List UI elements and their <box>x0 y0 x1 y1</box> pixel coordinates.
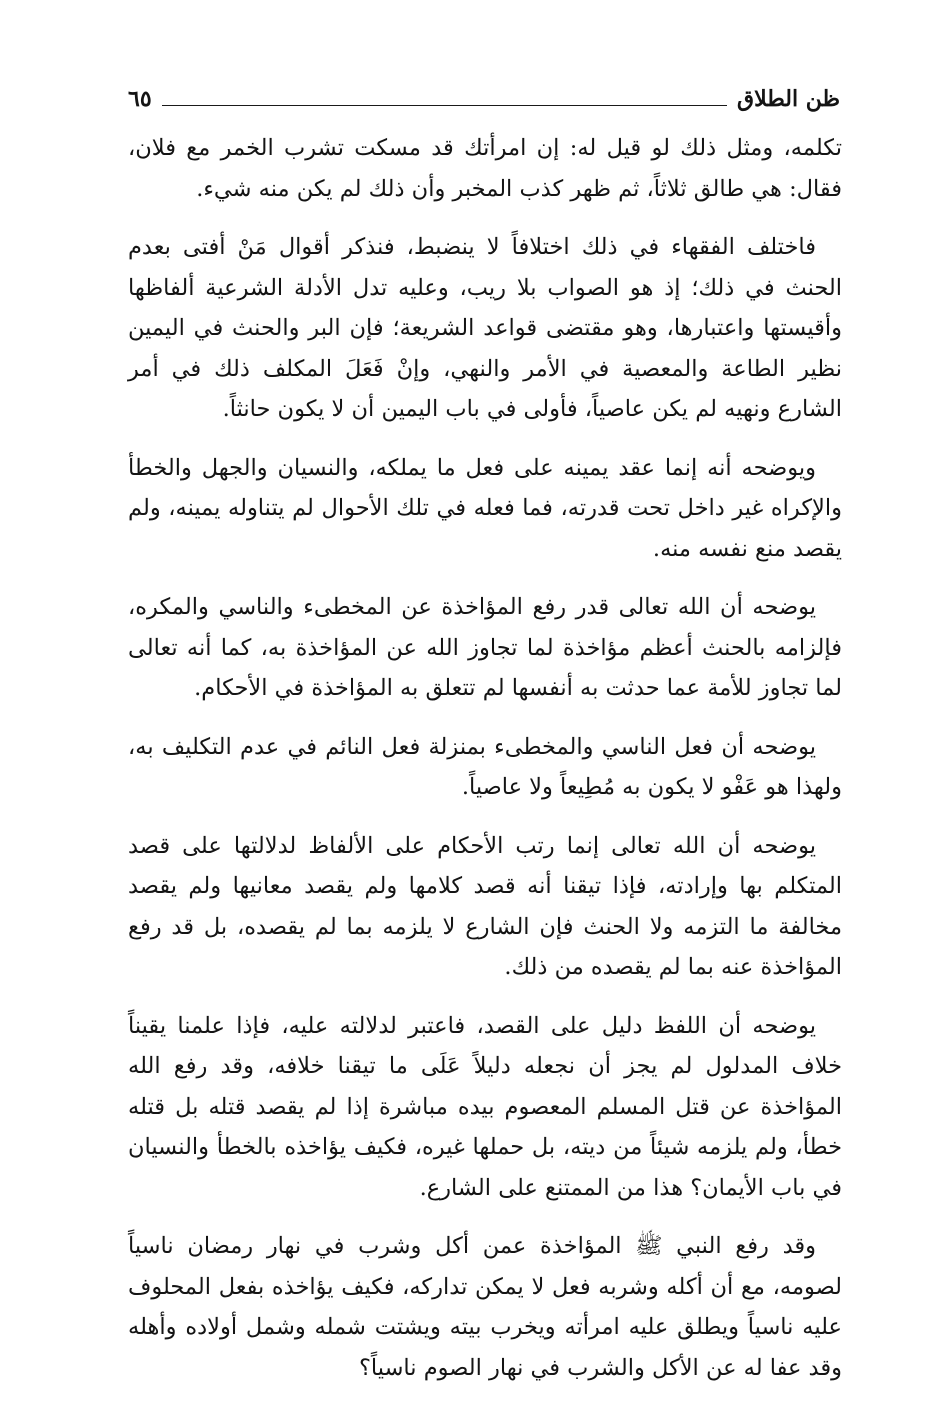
page-number: ٦٥ <box>128 86 152 112</box>
paragraph-3: ويوضحه أنه إنما عقد يمينه على فعل ما يملكه، والنسيان والجهل والخطأ والإكراه غير داخل تحت قدرته، فما فعله في تلك الأحوال لم يتناوله يمينه، ولم يقصد منع نفسه منه. <box>128 454 842 562</box>
paragraph-2: فاختلف الفقهاء في ذلك اختلافاً لا ينضبط، فنذكر أقوال مَنْ أفتى بعدم الحنث في ذلك؛ إذ هو الصواب بلا ريب، وعليه تدل الأدلة الشرعية ألفاظها وأقيستها واعتبارها، وهو مقتضى قواعد الشريعة؛ فإن البر والحنث في اليمين نظير الطاعة والمعصية في الأمر والنهي، وإنْ فَعَلَ المكلف ذلك في أمر الشارع ونهيه لم يكن عاصياً، فأولى في باب اليمين أن لا يكون حانثاً. <box>128 234 842 422</box>
paragraph-6: يوضحه أن الله تعالى إنما رتب الأحكام على الألفاظ لدلالتها على قصد المتكلم بها وإرادته، فإذا تيقنا أنه قصد كلامها ولم يقصد معانيها ولم يقصد مخالفة ما التزمه ولا الحنث فإن الشارع لا يلزمه بما لم يقصده، بل قد رفع المؤاخذة عنه بما لم يقصده من ذلك. <box>128 832 842 980</box>
paragraph-1: تكلمه، ومثل ذلك لو قيل له: إن امرأتك قد مسكت تشرب الخمر مع فلان، فقال: هي طالق ثلاثاً، ثم ظهر كذب المخبر وأن ذلك لم يكن منه شيء. <box>128 135 842 202</box>
running-header <box>128 78 840 114</box>
paragraph-4: يوضحه أن الله تعالى قدر رفع المؤاخذة عن المخطىء والناسي والمكره، فإلزامه بالحنث أعظم مؤاخذة لما تجاوز الله عن المؤاخذة به، كما أنه تعالى لما تجاوز للأمة عما حدثت به أنفسها لم تتعلق به المؤاخذة في الأحكام. <box>128 594 842 701</box>
body-text <box>128 128 842 1406</box>
header-rule <box>162 105 727 106</box>
running-title: ظن الطلاق <box>737 86 840 112</box>
paragraph-5: يوضحه أن فعل الناسي والمخطىء بمنزلة فعل النائم في عدم التكليف به، ولهذا هو عَفْو لا يكون به مُطِيعاً ولا عاصياً. <box>128 733 842 800</box>
paragraph-8: وقد رفع النبي ﷺ المؤاخذة عمن أكل وشرب في نهار رمضان ناسياً لصومه، مع أن أكله وشربه فعل لا يمكن تداركه، فكيف يؤاخذه بفعل المحلوف عليه ناسياً ويطلق عليه امرأته ويخرب بيته ويشتت شمله وشمل أولاده وأهله وقد عفا له عن الأكل والشرب في نهار الصوم ناسياً؟ <box>128 1233 842 1381</box>
paragraph-7: يوضحه أن اللفظ دليل على القصد، فاعتبر لدلالته عليه، فإذا علمنا يقيناً خلاف المدلول لم يجز أن نجعله دليلاً عَلَى ما تيقنا خلافه، وقد رفع الله المؤاخذة عن قتل المسلم المعصوم بيده مباشرة إذا لم يقصد قتله بل قتله خطأ، ولم يلزمه شيئاً من ديته، بل حملها غيره، فكيف يؤاخذه بالخطأ والنسيان في باب الأيمان؟ هذا من الممتنع على الشارع. <box>128 1012 842 1201</box>
